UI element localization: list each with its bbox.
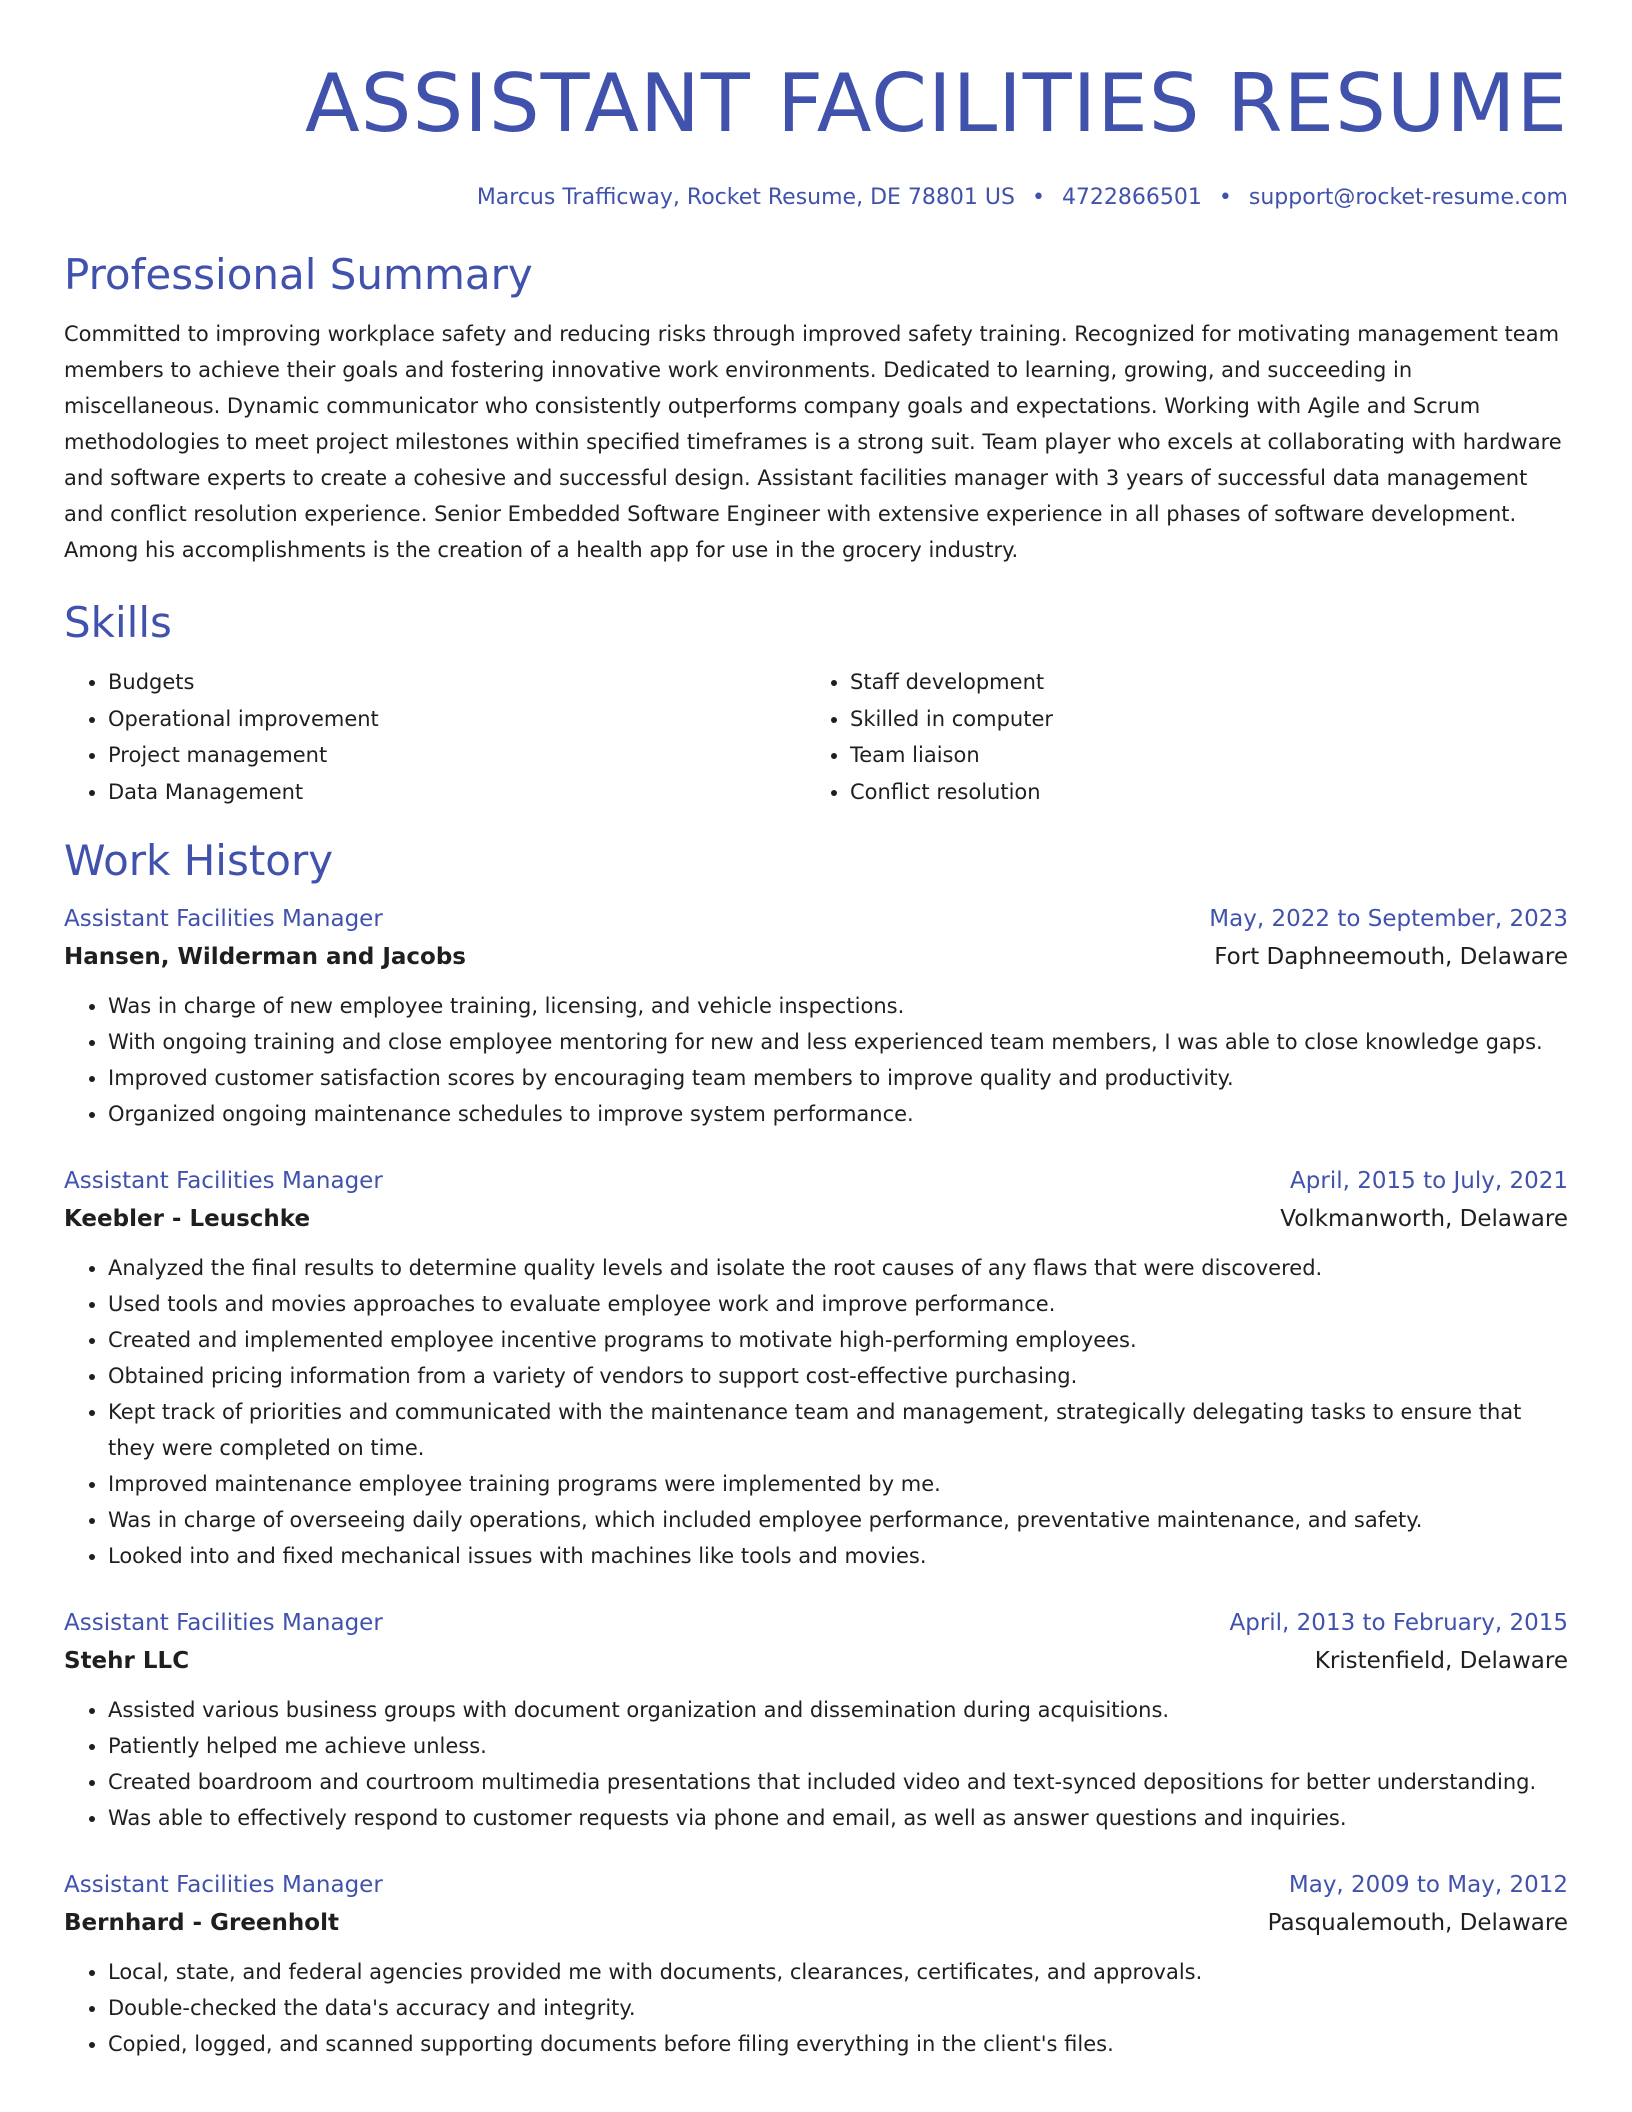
job-company: Stehr LLC [64,1648,190,1674]
job-header-row [64,1162,1568,1200]
contact-email: support@rocket-resume.com [1248,185,1568,210]
job-title: Assistant Facilities Manager [64,1610,383,1636]
skills-column-right [806,664,1564,810]
job-dates: May, 2009 to May, 2012 [1288,1872,1568,1898]
job-bullets [64,988,1568,1132]
job-bullet: • Local, state, and federal agencies provided me with documents, clearances, certificates, and approvals. [108,1954,1568,1990]
job-bullet: • Organized ongoing maintenance schedules to improve system performance. [108,1096,1568,1132]
work-history-heading: Work History [64,836,334,885]
job-entry [64,900,1568,1132]
summary-text: Committed to improving workplace safety and reducing risks through improved safety training. Recognized for motivating management team members to achieve their goals and fostering innovative work environments. Dedicated to learning, growing, and succeeding in miscellaneous. Dynamic communicator who consistently outperforms company goals and expectations. Working with Agile and Scrum methodologies to meet project milestones within specified timeframes is a strong suit. Team player who excels at collaborating with hardware and software experts to create a cohesive and successful design. Assistant facilities manager with 3 years of successful data management and conflict resolution experience. Senior Embedded Software Engineer with extensive experience in all phases of software development. Among his accomplishments is the creation of a health app for use in the grocery industry. [64,322,1562,562]
skill-item: • Team liaison [850,737,1564,774]
job-header-row [64,1866,1568,1904]
separator-dot: • [1031,185,1045,210]
job-location: Kristenfield, Delaware [1314,1648,1568,1674]
job-bullet: • Looked into and fixed mechanical issues with machines like tools and movies. [108,1538,1568,1574]
skills-heading: Skills [64,598,172,647]
job-entry [64,1604,1568,1836]
skills-list [64,664,1568,810]
job-bullet: • Improved customer satisfaction scores by encouraging team members to improve quality and productivity. [108,1060,1568,1096]
job-title: Assistant Facilities Manager [64,906,383,932]
job-bullets [64,1692,1568,1836]
work-history-list [64,900,1568,2062]
job-bullet: • Was in charge of new employee training, licensing, and vehicle inspections. [108,988,1568,1024]
job-company-row [64,1642,1568,1680]
job-bullets [64,1250,1568,1574]
resume-page [64,0,1568,2062]
job-dates: May, 2022 to September, 2023 [1209,906,1568,932]
job-bullet: • Used tools and movies approaches to evaluate employee work and improve performance. [108,1286,1568,1322]
contact-phone: 4722866501 [1061,185,1202,210]
job-header-row [64,900,1568,938]
job-location: Volkmanworth, Delaware [1280,1206,1568,1232]
job-bullet: • Obtained pricing information from a variety of vendors to support cost-effective purchasing. [108,1358,1568,1394]
job-entry [64,1162,1568,1574]
job-company: Hansen, Wilderman and Jacobs [64,944,466,970]
contact-line [64,184,1568,212]
job-company: Bernhard - Greenholt [64,1910,339,1936]
job-company: Keebler - Leuschke [64,1206,311,1232]
job-bullet: • Created boardroom and courtroom multimedia presentations that included video and text-synced depositions for better understanding. [108,1764,1568,1800]
job-bullet: • Assisted various business groups with document organization and dissemination during acquisitions. [108,1692,1568,1728]
job-dates: April, 2015 to July, 2021 [1290,1168,1568,1194]
summary-heading: Professional Summary [64,250,533,299]
skill-item: • Conflict resolution [850,774,1564,811]
skills-column-left [64,664,806,810]
skill-item: • Staff development [850,664,1564,701]
job-bullet: • Copied, logged, and scanned supporting documents before filing everything in the client's files. [108,2026,1568,2062]
job-bullet: • Created and implemented employee incentive programs to motivate high-performing employees. [108,1322,1568,1358]
job-bullet: • Was in charge of overseeing daily operations, which included employee performance, preventative maintenance, and safety. [108,1502,1568,1538]
job-title: Assistant Facilities Manager [64,1168,383,1194]
job-company-row [64,1200,1568,1238]
contact-address: Marcus Trafficway, Rocket Resume, DE 78801 US [476,185,1015,210]
job-bullet: • With ongoing training and close employee mentoring for new and less experienced team members, I was able to close knowledge gaps. [108,1024,1568,1060]
job-bullet: • Improved maintenance employee training programs were implemented by me. [108,1466,1568,1502]
skill-item: • Data Management [108,774,806,811]
job-dates: April, 2013 to February, 2015 [1229,1610,1568,1636]
resume-title: ASSISTANT FACILITIES RESUME [304,57,1568,150]
job-bullet: • Was able to effectively respond to customer requests via phone and email, as well as answer questions and inquiries. [108,1800,1568,1836]
job-title: Assistant Facilities Manager [64,1872,383,1898]
job-company-row [64,1904,1568,1942]
skill-item: • Skilled in computer [850,701,1564,738]
skill-item: • Operational improvement [108,701,806,738]
job-entry [64,1866,1568,2062]
skill-item: • Project management [108,737,806,774]
skill-item: • Budgets [108,664,806,701]
job-bullets [64,1954,1568,2062]
job-bullet: • Double-checked the data's accuracy and integrity. [108,1990,1568,2026]
separator-dot: • [1218,185,1232,210]
job-location: Fort Daphneemouth, Delaware [1214,944,1568,970]
job-location: Pasqualemouth, Delaware [1267,1910,1568,1936]
job-bullet: • Analyzed the final results to determine quality levels and isolate the root causes of any flaws that were discovered. [108,1250,1568,1286]
job-header-row [64,1604,1568,1642]
job-bullet: • Patiently helped me achieve unless. [108,1728,1568,1764]
job-bullet: • Kept track of priorities and communicated with the maintenance team and management, strategically delegating tasks to ensure that they were completed on time. [108,1394,1568,1466]
job-company-row [64,938,1568,976]
